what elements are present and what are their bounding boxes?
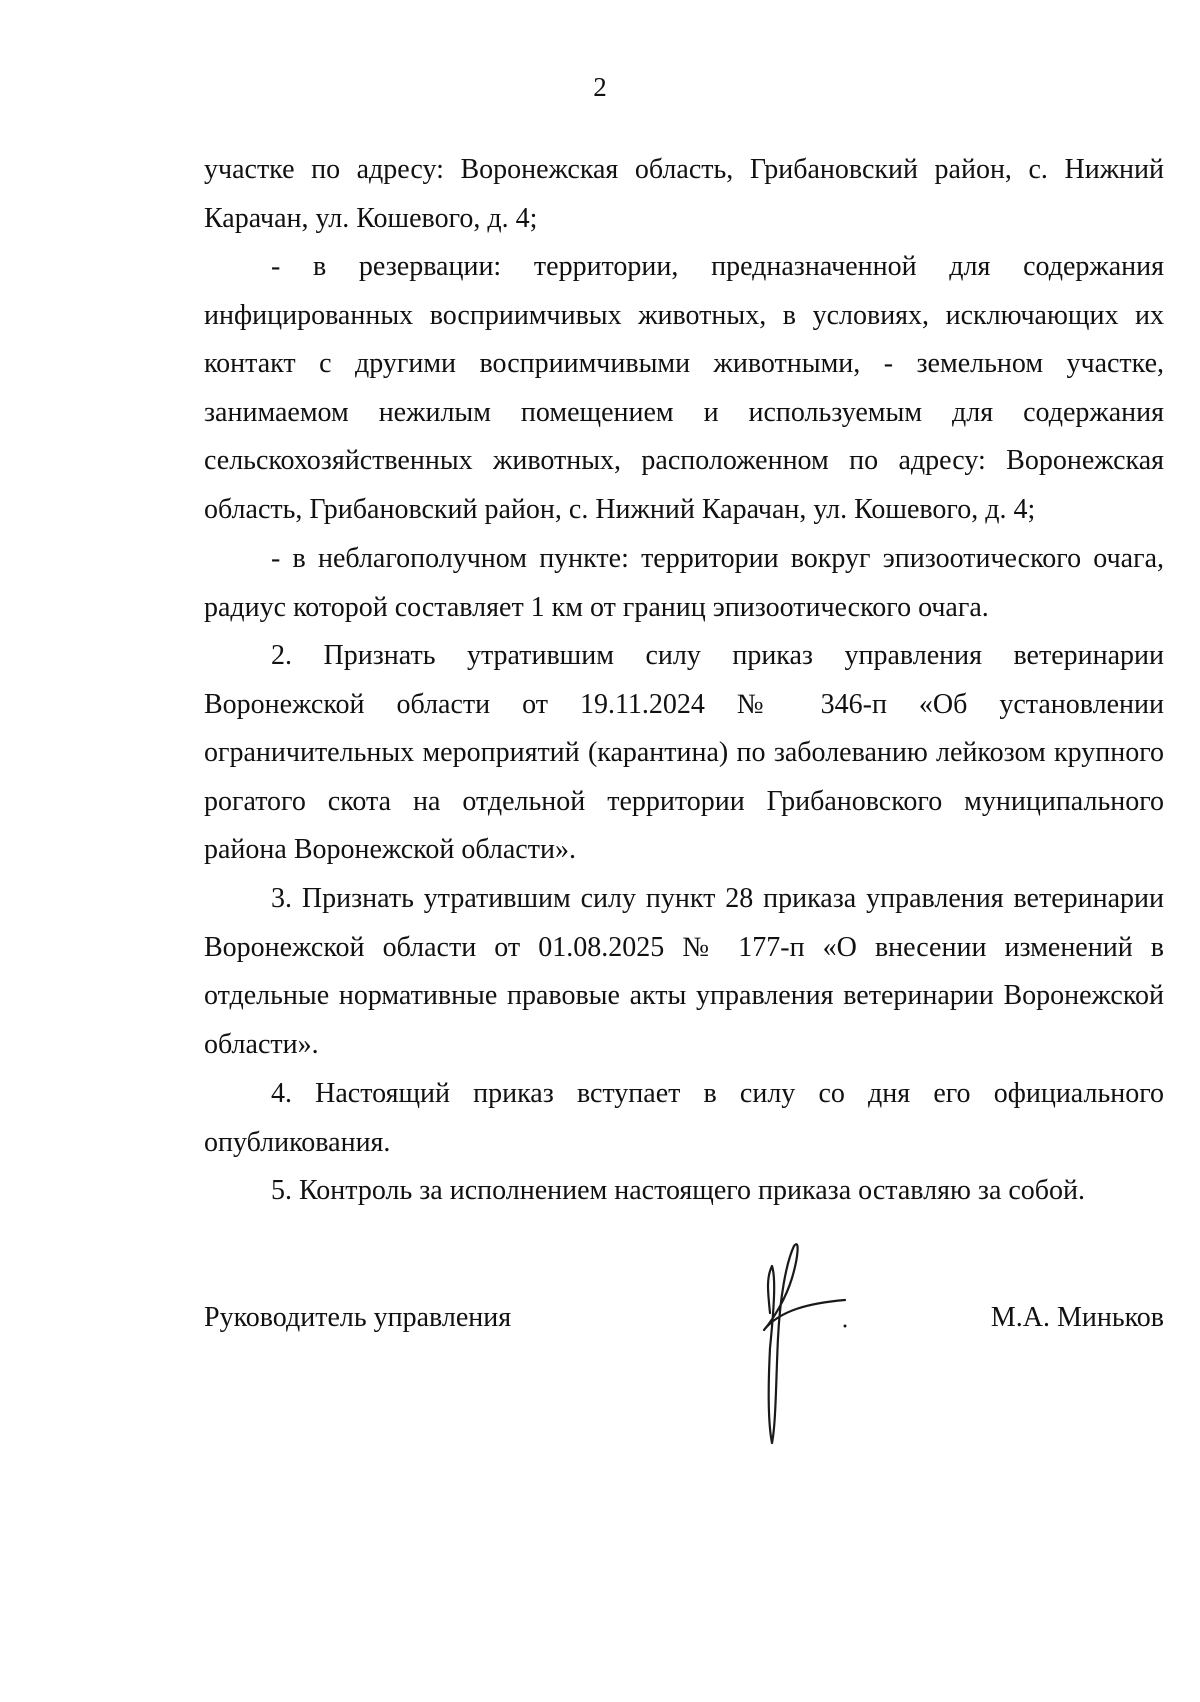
position-title: Руководитель управления xyxy=(204,1302,512,1333)
signer-name: М.А. Миньков xyxy=(990,1302,1164,1333)
paragraph-reservation: - в резервации: территории, предназначенной для содержания инфицированных восприимчивых животных, в условиях, исключающих их контакт с другими восприимчивыми животными, - земельном участке, занимаемом нежилым помещением и используемым для содержания сельскохозяйственных животных, расположенном по адресу: Воронежская область, Грибановский район, с. Нижний Карачан, ул. Кошевого, д. 4; xyxy=(204,251,1164,525)
paragraph-item-3: 3. Признать утратившим силу пункт 28 приказа управления ветеринарии Воронежской области от 01.08.2025 № 177-п «О внесении изменений в отдельные нормативные правовые акты управления ветеринарии Воронежской области». xyxy=(204,883,1164,1060)
paragraph-item-2: 2. Признать утратившим силу приказ управления ветеринарии Воронежской области от 19.11.2024 № 346-п «Об установлении ограничительных мероприятий (карантина) по заболеванию лейкозом крупного рогатого скота на отдельной территории Грибановского муниципального района Воронежской области». xyxy=(204,640,1164,865)
paragraph-item-4: 4. Настоящий приказ вступает в силу со дня его официального опубликования. xyxy=(204,1078,1164,1158)
page-number: 2 xyxy=(593,72,607,102)
paragraph-item-5: 5. Контроль за исполнением настоящего приказа оставляю за собой. xyxy=(271,1175,1086,1206)
paragraph-address-continuation: участке по адресу: Воронежская область, Грибановский район, с. Нижний Карачан, ул. Кошевого, д. 4; xyxy=(204,154,1164,234)
paragraph-unfavorable-point: - в неблагополучном пункте: территории вокруг эпизоотического очага, радиус которой составляет 1 км от границ эпизоотического очага. xyxy=(204,543,1164,623)
handwritten-signature xyxy=(750,1238,890,1448)
signature-block xyxy=(204,1298,1164,1338)
